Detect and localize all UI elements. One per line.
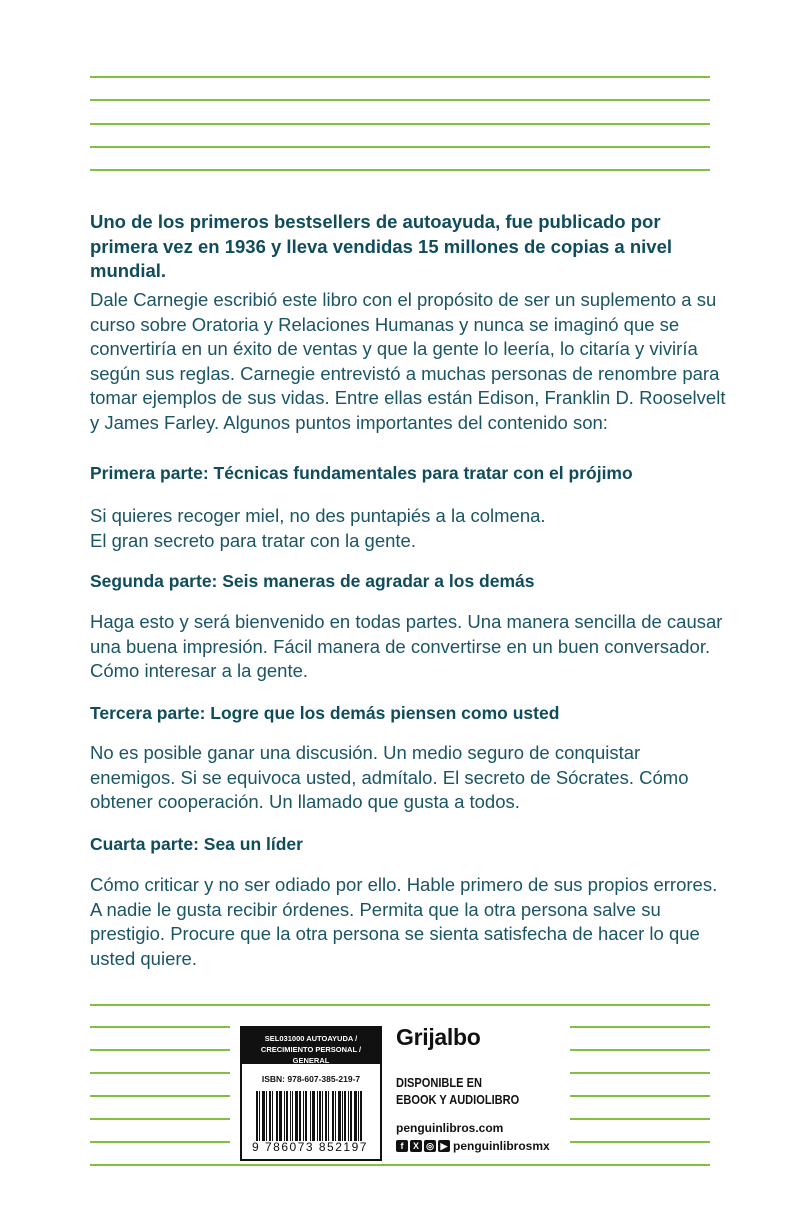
right-rule-4	[570, 1095, 710, 1097]
section-4-heading: Cuarta parte: Sea un líder	[90, 834, 303, 854]
lead-paragraph: Uno de los primeros bestsellers de autoayuda, fue publicado por primera vez en 1936 y lleva vendidas 15 millones de copias a nivel mundial.	[90, 211, 673, 281]
section-1-heading: Primera parte: Técnicas fundamentales para tratar con el prójimo	[90, 463, 633, 483]
right-rule-2	[570, 1049, 710, 1051]
category-line-1: SEL031000 AUTOAYUDA /	[264, 1034, 358, 1043]
section-3-heading: Tercera parte: Logre que los demás piensen como usted	[90, 703, 560, 723]
section-2-body: Haga esto y será bienvenido en todas partes. Una manera sencilla de causar una buena impresión. Fácil manera de convertirse en un buen conversador. Cómo interesar a la gente.	[90, 611, 723, 681]
section-4-body: Cómo criticar y no ser odiado por ello. Hable primero de sus propios errores. A nadie le gusta recibir órdenes. Permita que la otra persona salve su prestigio. Procure que la otra persona se sienta satisfecha de hacer lo que usted quiere.	[90, 874, 718, 969]
top-rule-1	[90, 76, 710, 78]
social-row	[396, 1139, 550, 1153]
x-icon[interactable]: X	[410, 1140, 422, 1152]
barcode-number: 9 786073 852197	[252, 1140, 368, 1154]
category-line-2: CRECIMIENTO PERSONAL / GENERAL	[260, 1045, 362, 1065]
section-2-heading: Segunda parte: Seis maneras de agradar a los demás	[90, 571, 535, 591]
section-1-body: Si quieres recoger miel, no des puntapiés a la colmena. El gran secreto para tratar con la gente.	[90, 505, 546, 551]
top-rule-5	[90, 169, 710, 171]
left-rule-3	[90, 1072, 230, 1074]
barcode-bars	[256, 1091, 368, 1141]
right-rule-1	[570, 1026, 710, 1028]
bottom-rule-1	[90, 1004, 710, 1006]
right-rule-6	[570, 1141, 710, 1143]
left-rule-6	[90, 1141, 230, 1143]
isbn-label: ISBN: 978-607-385-219-7	[261, 1074, 361, 1084]
availability-line-2: EBOOK Y AUDIOLIBRO	[396, 1092, 520, 1107]
publisher-logo: Grijalbo	[396, 1024, 481, 1050]
category-label	[242, 1028, 380, 1064]
facebook-icon[interactable]: f	[396, 1140, 408, 1152]
bottom-rule-2	[90, 1164, 710, 1166]
left-rule-4	[90, 1095, 230, 1097]
section-3-body: No es posible ganar una discusión. Un medio seguro de conquistar enemigos. Si se equivoca usted, admítalo. El secreto de Sócrates. Cómo obtener cooperación. Un llamado que gusta a todos.	[90, 742, 689, 812]
social-handle[interactable]: penguinlibrosmx	[453, 1139, 550, 1153]
left-rule-5	[90, 1118, 230, 1120]
right-rule-5	[570, 1118, 710, 1120]
youtube-icon[interactable]: ▶	[438, 1140, 450, 1152]
top-rule-4	[90, 146, 710, 148]
availability-text	[396, 1074, 519, 1108]
instagram-icon[interactable]: ◎	[424, 1140, 436, 1152]
barcode-box	[240, 1026, 382, 1161]
website-link[interactable]: penguinlibros.com	[396, 1121, 504, 1135]
left-rule-1	[90, 1026, 230, 1028]
top-rule-3	[90, 123, 710, 125]
intro-paragraph: Dale Carnegie escribió este libro con el propósito de ser un suplemento a su curso sobre Oratoria y Relaciones Humanas y nunca se imaginó que se convertiría en un éxito de ventas y que la gente lo leería, lo citaría y viviría según sus reglas. Carnegie entrevistó a muchas personas de renombre para tomar ejemplos de sus vidas. Entre ellas están Edison, Franklin D. Rooselvelt y James Farley. Algunos puntos importantes del contenido son:	[90, 289, 726, 433]
top-rule-2	[90, 99, 710, 101]
availability-line-1: DISPONIBLE EN	[396, 1075, 482, 1090]
right-rule-3	[570, 1072, 710, 1074]
left-rule-2	[90, 1049, 230, 1051]
